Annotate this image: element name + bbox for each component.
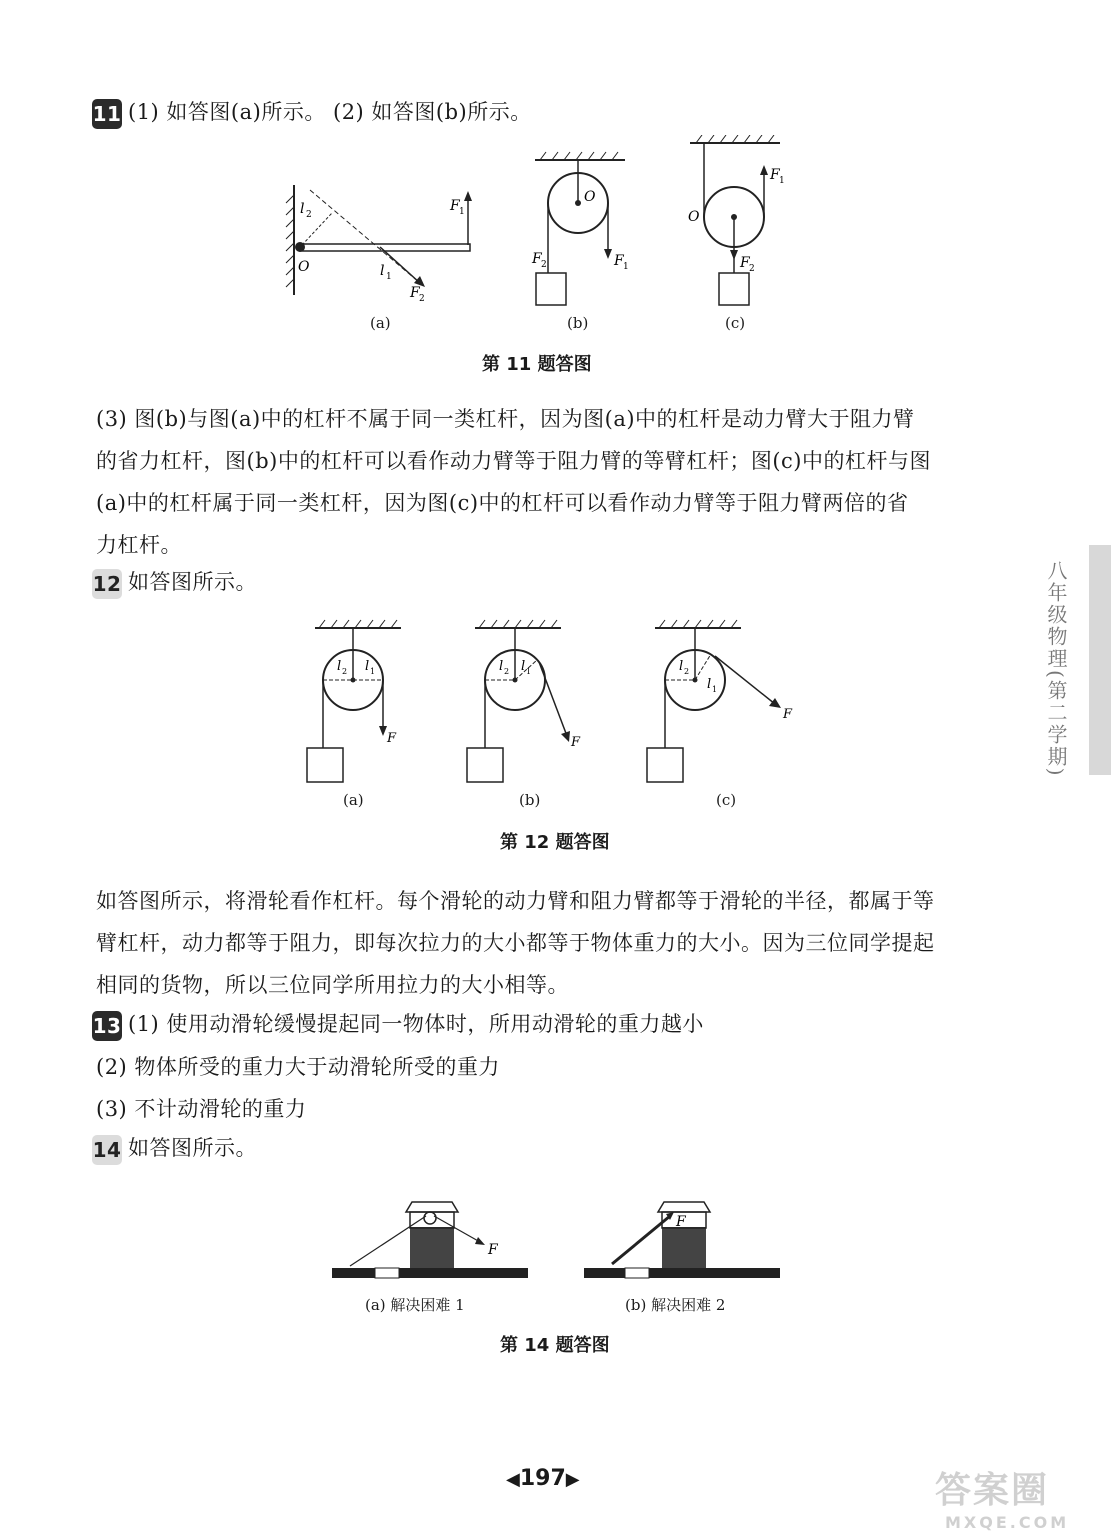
fig14-label-a: (a) 解决困难 1: [365, 1296, 465, 1314]
page-number-value: 197: [519, 1466, 566, 1491]
q13-line2: (2) 物体所受的重力大于动滑轮所受的重力: [96, 1055, 500, 1079]
q11-para-3: (a)中的杠杆属于同一类杠杆，因为图(c)中的杠杆可以看作动力臂等于阻力臂两倍的省: [96, 491, 909, 515]
svg-text:l: l: [707, 677, 712, 692]
fig11a-lever: [286, 185, 472, 304]
fig14-label-b: (b) 解决困难 2: [625, 1296, 726, 1314]
svg-text:F: F: [450, 198, 460, 214]
left-triangle-icon: ◀: [506, 1469, 520, 1490]
fig12-label-a: (a): [343, 791, 364, 809]
q12-para-2: 臂杠杆，动力都等于阻力，即每次拉力的大小都等于物体重力的大小。因为三位同学提起: [96, 931, 935, 955]
svg-text:l: l: [365, 659, 370, 674]
q12-para-3: 相同的货物，所以三位同学所用拉力的大小相等。: [96, 973, 569, 997]
svg-text:F: F: [387, 731, 397, 746]
svg-text:l: l: [380, 263, 385, 279]
q14-line1: [92, 1134, 257, 1165]
side-tab: [1089, 545, 1111, 775]
fig11-label-b: (b): [567, 314, 589, 332]
fig12: [295, 618, 815, 788]
fig14a-well: [332, 1202, 528, 1278]
svg-text:2: 2: [306, 210, 312, 220]
svg-text:2: 2: [684, 667, 690, 676]
svg-text:2: 2: [749, 264, 755, 274]
svg-text:1: 1: [370, 667, 376, 676]
q12-number: 12: [92, 569, 122, 599]
fig11-label-c: (c): [725, 314, 746, 332]
fig12a-pulley: [307, 620, 401, 782]
svg-text:O: O: [584, 189, 596, 205]
q11-para-1: (3) 图(b)与图(a)中的杠杆不属于同一类杠杆，因为图(a)中的杠杆是动力臂大于阻力臂: [96, 407, 915, 431]
q14-line1-text: 如答图所示。: [128, 1136, 257, 1160]
q13-number: 13: [92, 1011, 122, 1041]
svg-text:1: 1: [526, 667, 532, 676]
side-tab-text: 八年级物理(第二学期): [1044, 560, 1068, 778]
fig12-label-b: (b): [519, 791, 541, 809]
svg-text:1: 1: [623, 262, 629, 272]
svg-text:2: 2: [342, 667, 348, 676]
svg-text:F: F: [571, 735, 581, 750]
svg-text:1: 1: [386, 272, 392, 282]
q14-number: 14: [92, 1135, 122, 1165]
svg-text:2: 2: [504, 667, 510, 676]
svg-text:1: 1: [779, 176, 785, 186]
fig14: [330, 1192, 800, 1292]
svg-text:F: F: [488, 1242, 498, 1258]
svg-text:F: F: [410, 285, 420, 301]
q12-line1: [92, 568, 257, 599]
page-number: [506, 1466, 580, 1491]
fig11-label-a: (a): [370, 314, 391, 332]
right-triangle-icon: ▶: [565, 1469, 580, 1490]
watermark: [935, 1462, 1105, 1532]
svg-text:F: F: [770, 167, 780, 183]
fig14b-well: [584, 1202, 780, 1278]
watermark-bottom: MXQE.COM: [945, 1513, 1070, 1532]
svg-text:l: l: [521, 659, 526, 674]
fig12b-pulley: [467, 620, 581, 782]
q11-line1-text: (1) 如答图(a)所示。 (2) 如答图(b)所示。: [128, 100, 532, 124]
svg-text:2: 2: [419, 294, 425, 304]
svg-text:1: 1: [459, 207, 465, 217]
fig12-caption: 第 12 题答图: [500, 832, 610, 853]
fig12c-pulley: [647, 620, 793, 782]
svg-text:F: F: [532, 251, 542, 267]
svg-text:l: l: [337, 659, 342, 674]
svg-text:F: F: [676, 1214, 686, 1230]
fig11: [280, 135, 800, 340]
q13-line3: (3) 不计动滑轮的重力: [96, 1097, 307, 1121]
fig11b-pulley: [531, 152, 629, 305]
q12-line1-text: 如答图所示。: [128, 570, 257, 594]
svg-text:2: 2: [541, 260, 547, 270]
svg-text:F: F: [614, 253, 624, 269]
fig14-caption: 第 14 题答图: [500, 1335, 610, 1356]
svg-text:1: 1: [712, 685, 718, 694]
svg-text:l: l: [679, 659, 684, 674]
q12-para-1: 如答图所示，将滑轮看作杠杆。每个滑轮的动力臂和阻力臂都等于滑轮的半径，都属于等: [96, 889, 935, 913]
svg-text:F: F: [740, 255, 750, 271]
q11-number: 11: [92, 99, 122, 129]
fig11c-pulley: [688, 135, 785, 305]
q13-line1-text: (1) 使用动滑轮缓慢提起同一物体时，所用动滑轮的重力越小: [128, 1012, 704, 1036]
svg-text:O: O: [298, 259, 310, 275]
svg-text:l: l: [499, 659, 504, 674]
svg-text:O: O: [688, 209, 700, 225]
svg-text:F: F: [783, 707, 793, 722]
q11-para-2: 的省力杠杆，图(b)中的杠杆可以看作动力臂等于阻力臂的等臂杠杆；图(c)中的杠杆与图: [96, 449, 931, 473]
q11-line1: [92, 98, 532, 129]
watermark-top: 答案圈: [935, 1470, 1050, 1511]
q13-line1: [92, 1010, 704, 1041]
fig12-label-c: (c): [716, 791, 737, 809]
svg-text:l: l: [300, 201, 305, 217]
fig11-caption: 第 11 题答图: [482, 354, 592, 375]
q11-para-4: 力杠杆。: [96, 533, 182, 557]
